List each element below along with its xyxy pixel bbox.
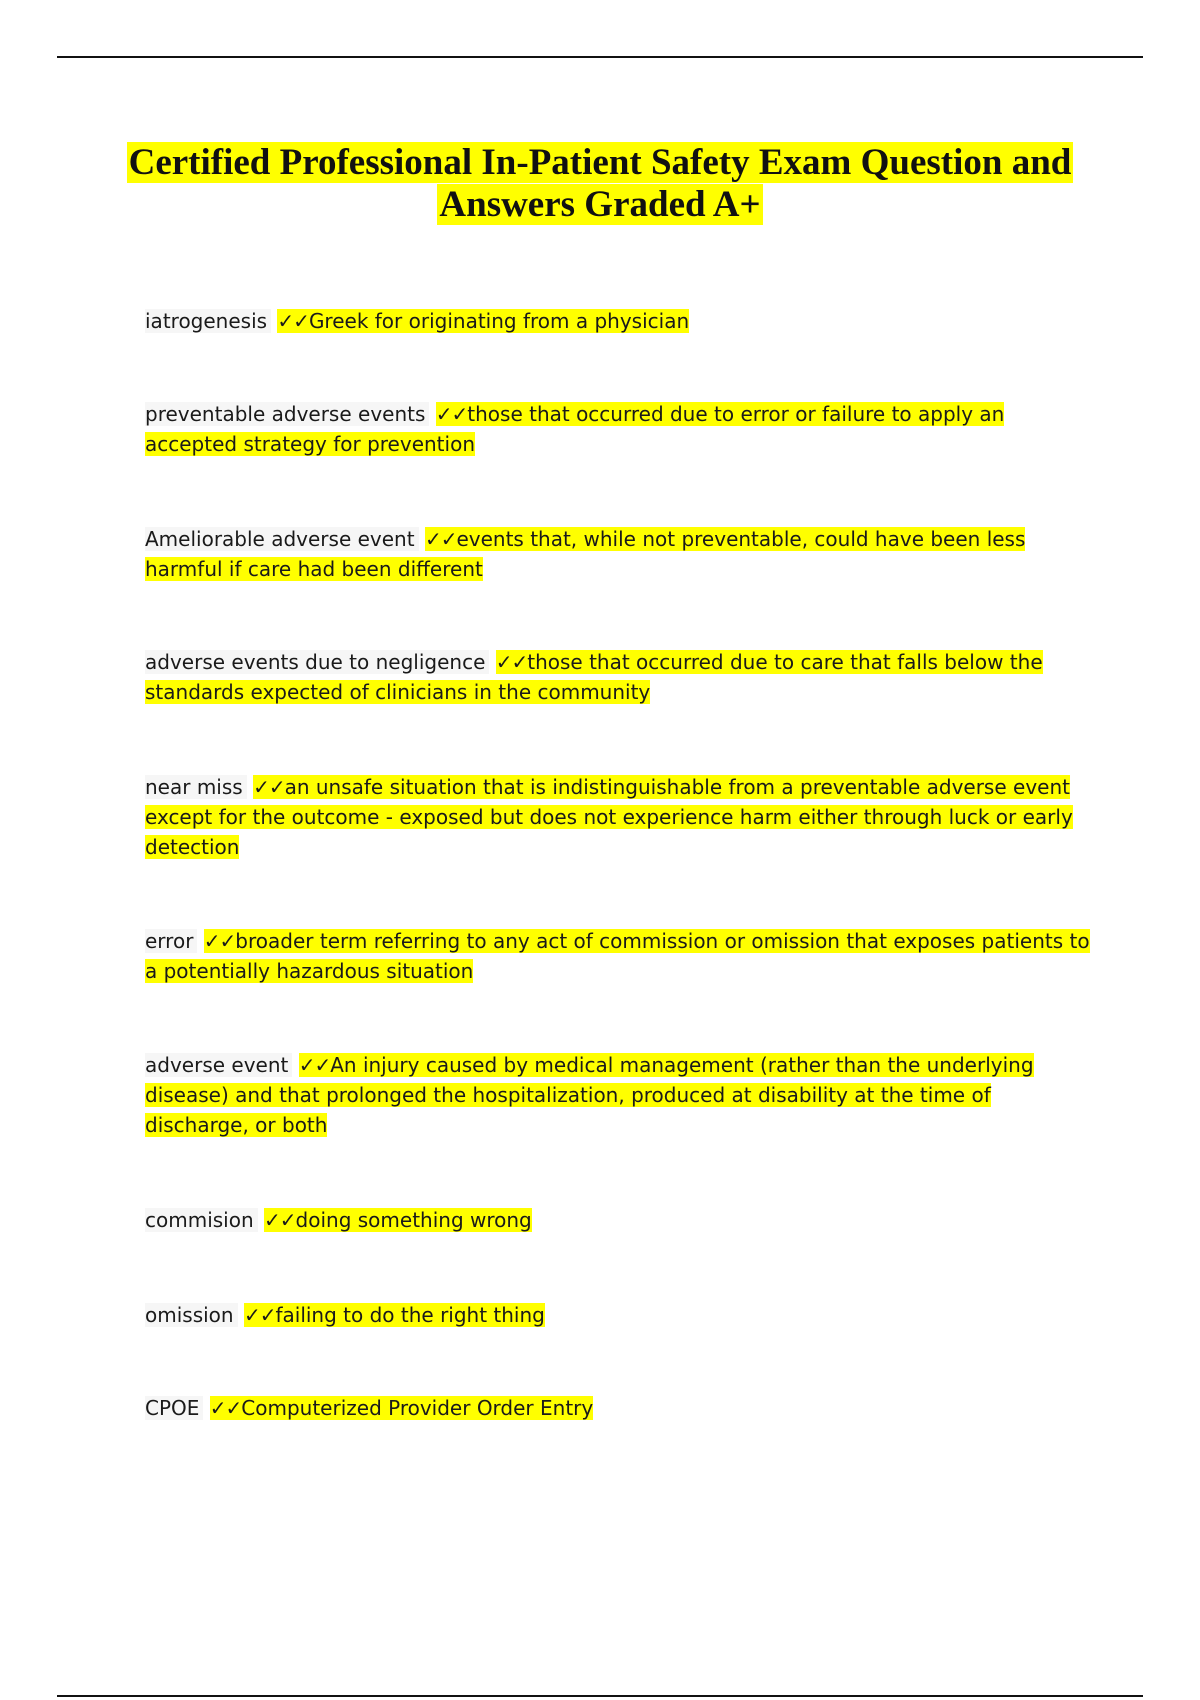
double-check-icon: ✓✓ xyxy=(424,527,457,551)
qa-term: preventable adverse events xyxy=(145,402,429,426)
double-check-icon: ✓✓ xyxy=(203,929,236,953)
qa-term: commision xyxy=(145,1208,258,1232)
qa-entry xyxy=(145,524,1090,584)
qa-entry xyxy=(145,1205,1090,1235)
qa-definition: Greek for originating from a physician xyxy=(308,309,690,333)
qa-definition: an unsafe situation that is indistinguishable from a preventable adverse event except for the outcome - exposed but does not experience harm either through luck or early detection xyxy=(145,775,1073,859)
qa-definition: those that occurred due to care that falls below the standards expected of clinicians in the community xyxy=(145,650,1043,704)
qa-definition: doing something wrong xyxy=(295,1208,532,1232)
qa-definition: broader term referring to any act of commission or omission that exposes patients to a potentially hazardous situation xyxy=(145,929,1090,983)
qa-definition: An injury caused by medical management (rather than the underlying disease) and that prolonged the hospitalization, produced at disability at the time of discharge, or both xyxy=(145,1053,1034,1137)
qa-definition: events that, while not preventable, could have been less harmful if care had been different xyxy=(145,527,1026,581)
top-rule xyxy=(57,56,1143,58)
qa-term: adverse event xyxy=(145,1053,292,1077)
qa-term: omission xyxy=(145,1303,238,1327)
qa-term: Ameliorable adverse event xyxy=(145,527,419,551)
qa-term: iatrogenesis xyxy=(145,309,271,333)
qa-entry xyxy=(145,1050,1090,1140)
qa-term: error xyxy=(145,929,197,953)
qa-definition: Computerized Provider Order Entry xyxy=(241,1396,594,1420)
document-title xyxy=(120,142,1080,226)
qa-entry xyxy=(145,399,1090,459)
qa-entry xyxy=(145,306,1090,336)
qa-entry xyxy=(145,1393,1090,1423)
double-check-icon: ✓✓ xyxy=(435,402,468,426)
double-check-icon: ✓✓ xyxy=(253,775,285,799)
double-check-icon: ✓✓ xyxy=(264,1208,296,1232)
qa-entry xyxy=(145,1300,1090,1330)
double-check-icon: ✓✓ xyxy=(298,1053,331,1077)
double-check-icon: ✓✓ xyxy=(209,1396,242,1420)
qa-term: near miss xyxy=(145,775,247,799)
qa-entry xyxy=(145,772,1090,862)
double-check-icon: ✓✓ xyxy=(495,650,528,674)
double-check-icon: ✓✓ xyxy=(277,309,309,333)
qa-definition: failing to do the right thing xyxy=(275,1303,545,1327)
bottom-rule xyxy=(57,1695,1143,1697)
qa-entry xyxy=(145,647,1090,707)
document-title-text: Certified Professional In-Patient Safety Exam Question and Answers Graded A+ xyxy=(128,142,1072,225)
qa-entry xyxy=(145,926,1090,986)
qa-term: adverse events due to negligence xyxy=(145,650,489,674)
qa-term: CPOE xyxy=(145,1396,203,1420)
qa-definition: those that occurred due to error or failure to apply an accepted strategy for prevention xyxy=(145,402,1005,456)
double-check-icon: ✓✓ xyxy=(243,1303,276,1327)
